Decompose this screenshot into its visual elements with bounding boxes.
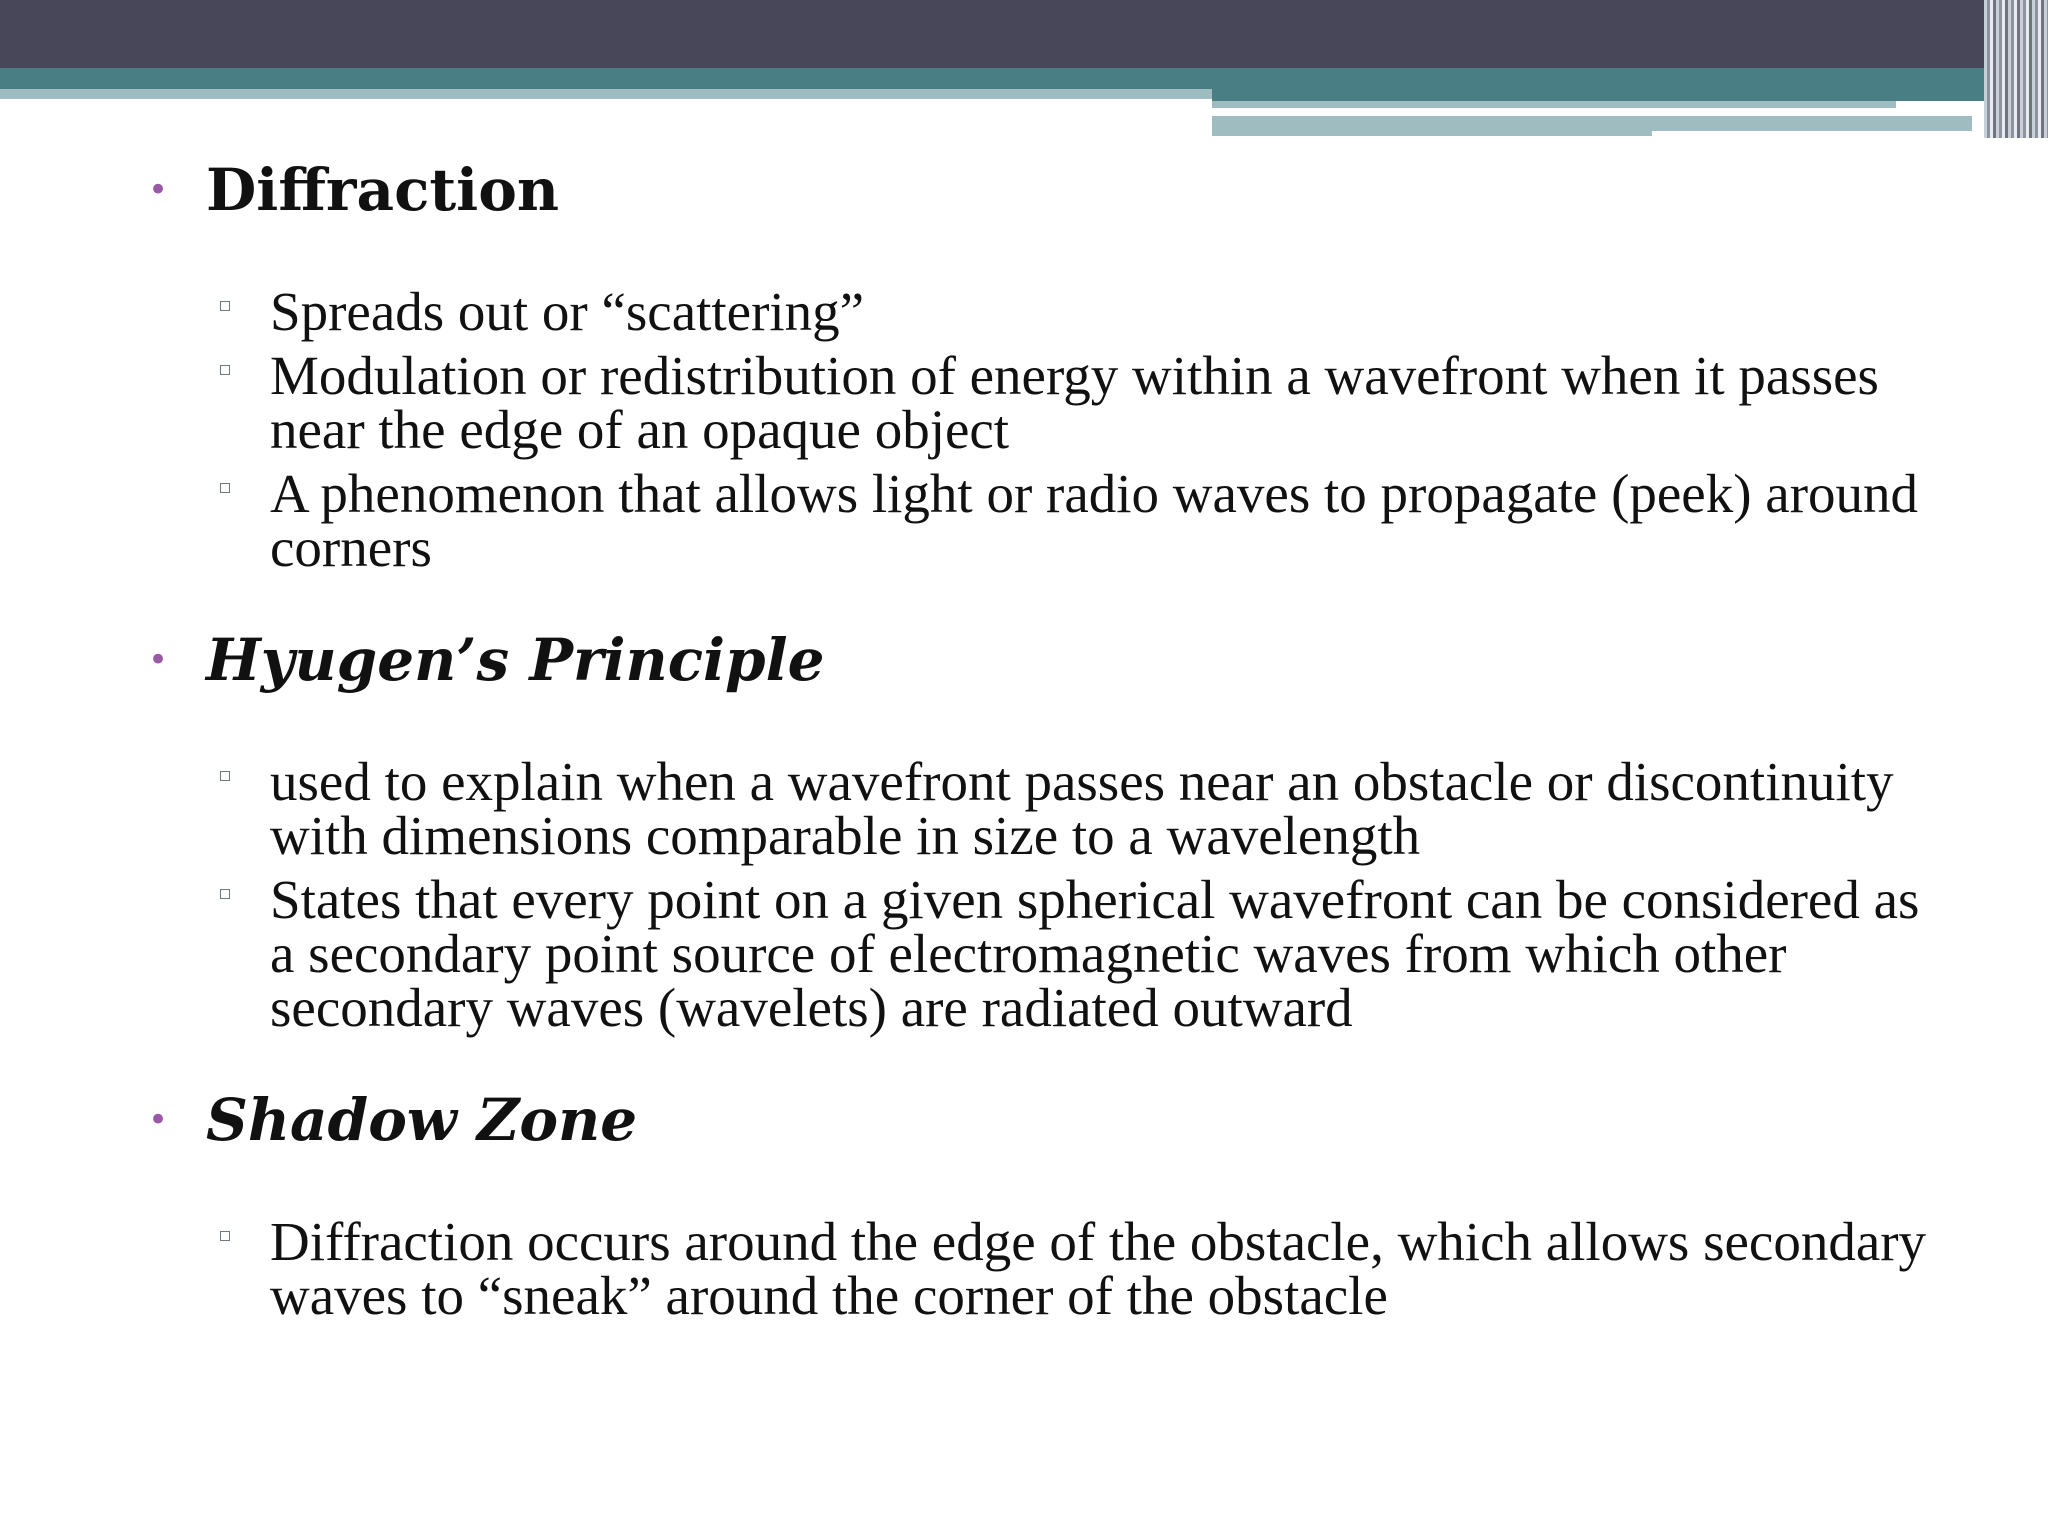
list-item-text: Diffraction occurs around the edge of the obstacle, which allows secondary waves to “sneak” around the corner of the obstacle [270, 1211, 1927, 1326]
header-light-band-right [1212, 101, 1896, 108]
list-item-text: Modulation or redistribution of energy within a wavefront when it passes near the edge of an opaque object [270, 345, 1879, 460]
square-bullet-icon [220, 365, 230, 375]
bullet-icon: • [148, 640, 169, 680]
square-bullet-icon [220, 301, 230, 311]
section-hyugens-principle [140, 615, 1930, 1038]
heading-row [140, 145, 1930, 235]
list-item [140, 751, 1930, 866]
header-stripes [1984, 0, 2048, 138]
header-teal-band [0, 68, 2048, 89]
header-light-band-left [0, 89, 1212, 99]
list-item-text: A phenomenon that allows light or radio waves to propagate (peek) around corners [270, 463, 1919, 578]
sub-list [140, 281, 1930, 578]
header-light-band-lower-end [1652, 116, 1972, 131]
header-teal-band-right [1212, 89, 2048, 101]
square-bullet-icon [220, 771, 230, 781]
bullet-icon: • [148, 170, 169, 210]
section-shadow-zone [140, 1075, 1930, 1326]
list-item [140, 463, 1930, 578]
bullet-icon: • [148, 1100, 169, 1140]
header-light-band-lower [1212, 116, 1652, 136]
sub-list [140, 751, 1930, 1038]
square-bullet-icon [220, 889, 230, 899]
square-bullet-icon [220, 1231, 230, 1241]
header-dark-band [0, 0, 2048, 68]
section-heading: Shadow Zone [206, 1086, 638, 1154]
sub-list [140, 1211, 1930, 1326]
list-item-text: Spreads out or “scattering” [270, 281, 865, 342]
section-heading: Diffraction [206, 156, 560, 224]
list-item [140, 345, 1930, 460]
list-item [140, 281, 1930, 342]
list-item [140, 869, 1930, 1038]
section-diffraction [140, 145, 1930, 578]
list-item-text: States that every point on a given spherical wavefront can be considered as a secondary point source of electromagnetic waves from which other secondary waves (wavelets) are radiated outward [270, 869, 1920, 1038]
heading-row [140, 1075, 1930, 1165]
section-heading: Hyugen’s Principle [206, 626, 825, 694]
list-item [140, 1211, 1930, 1326]
slide-content [140, 145, 1930, 1333]
list-item-text: used to explain when a wavefront passes near an obstacle or discontinuity with dimensions comparable in size to a wavelength [270, 751, 1894, 866]
heading-row [140, 615, 1930, 705]
square-bullet-icon [220, 483, 230, 493]
